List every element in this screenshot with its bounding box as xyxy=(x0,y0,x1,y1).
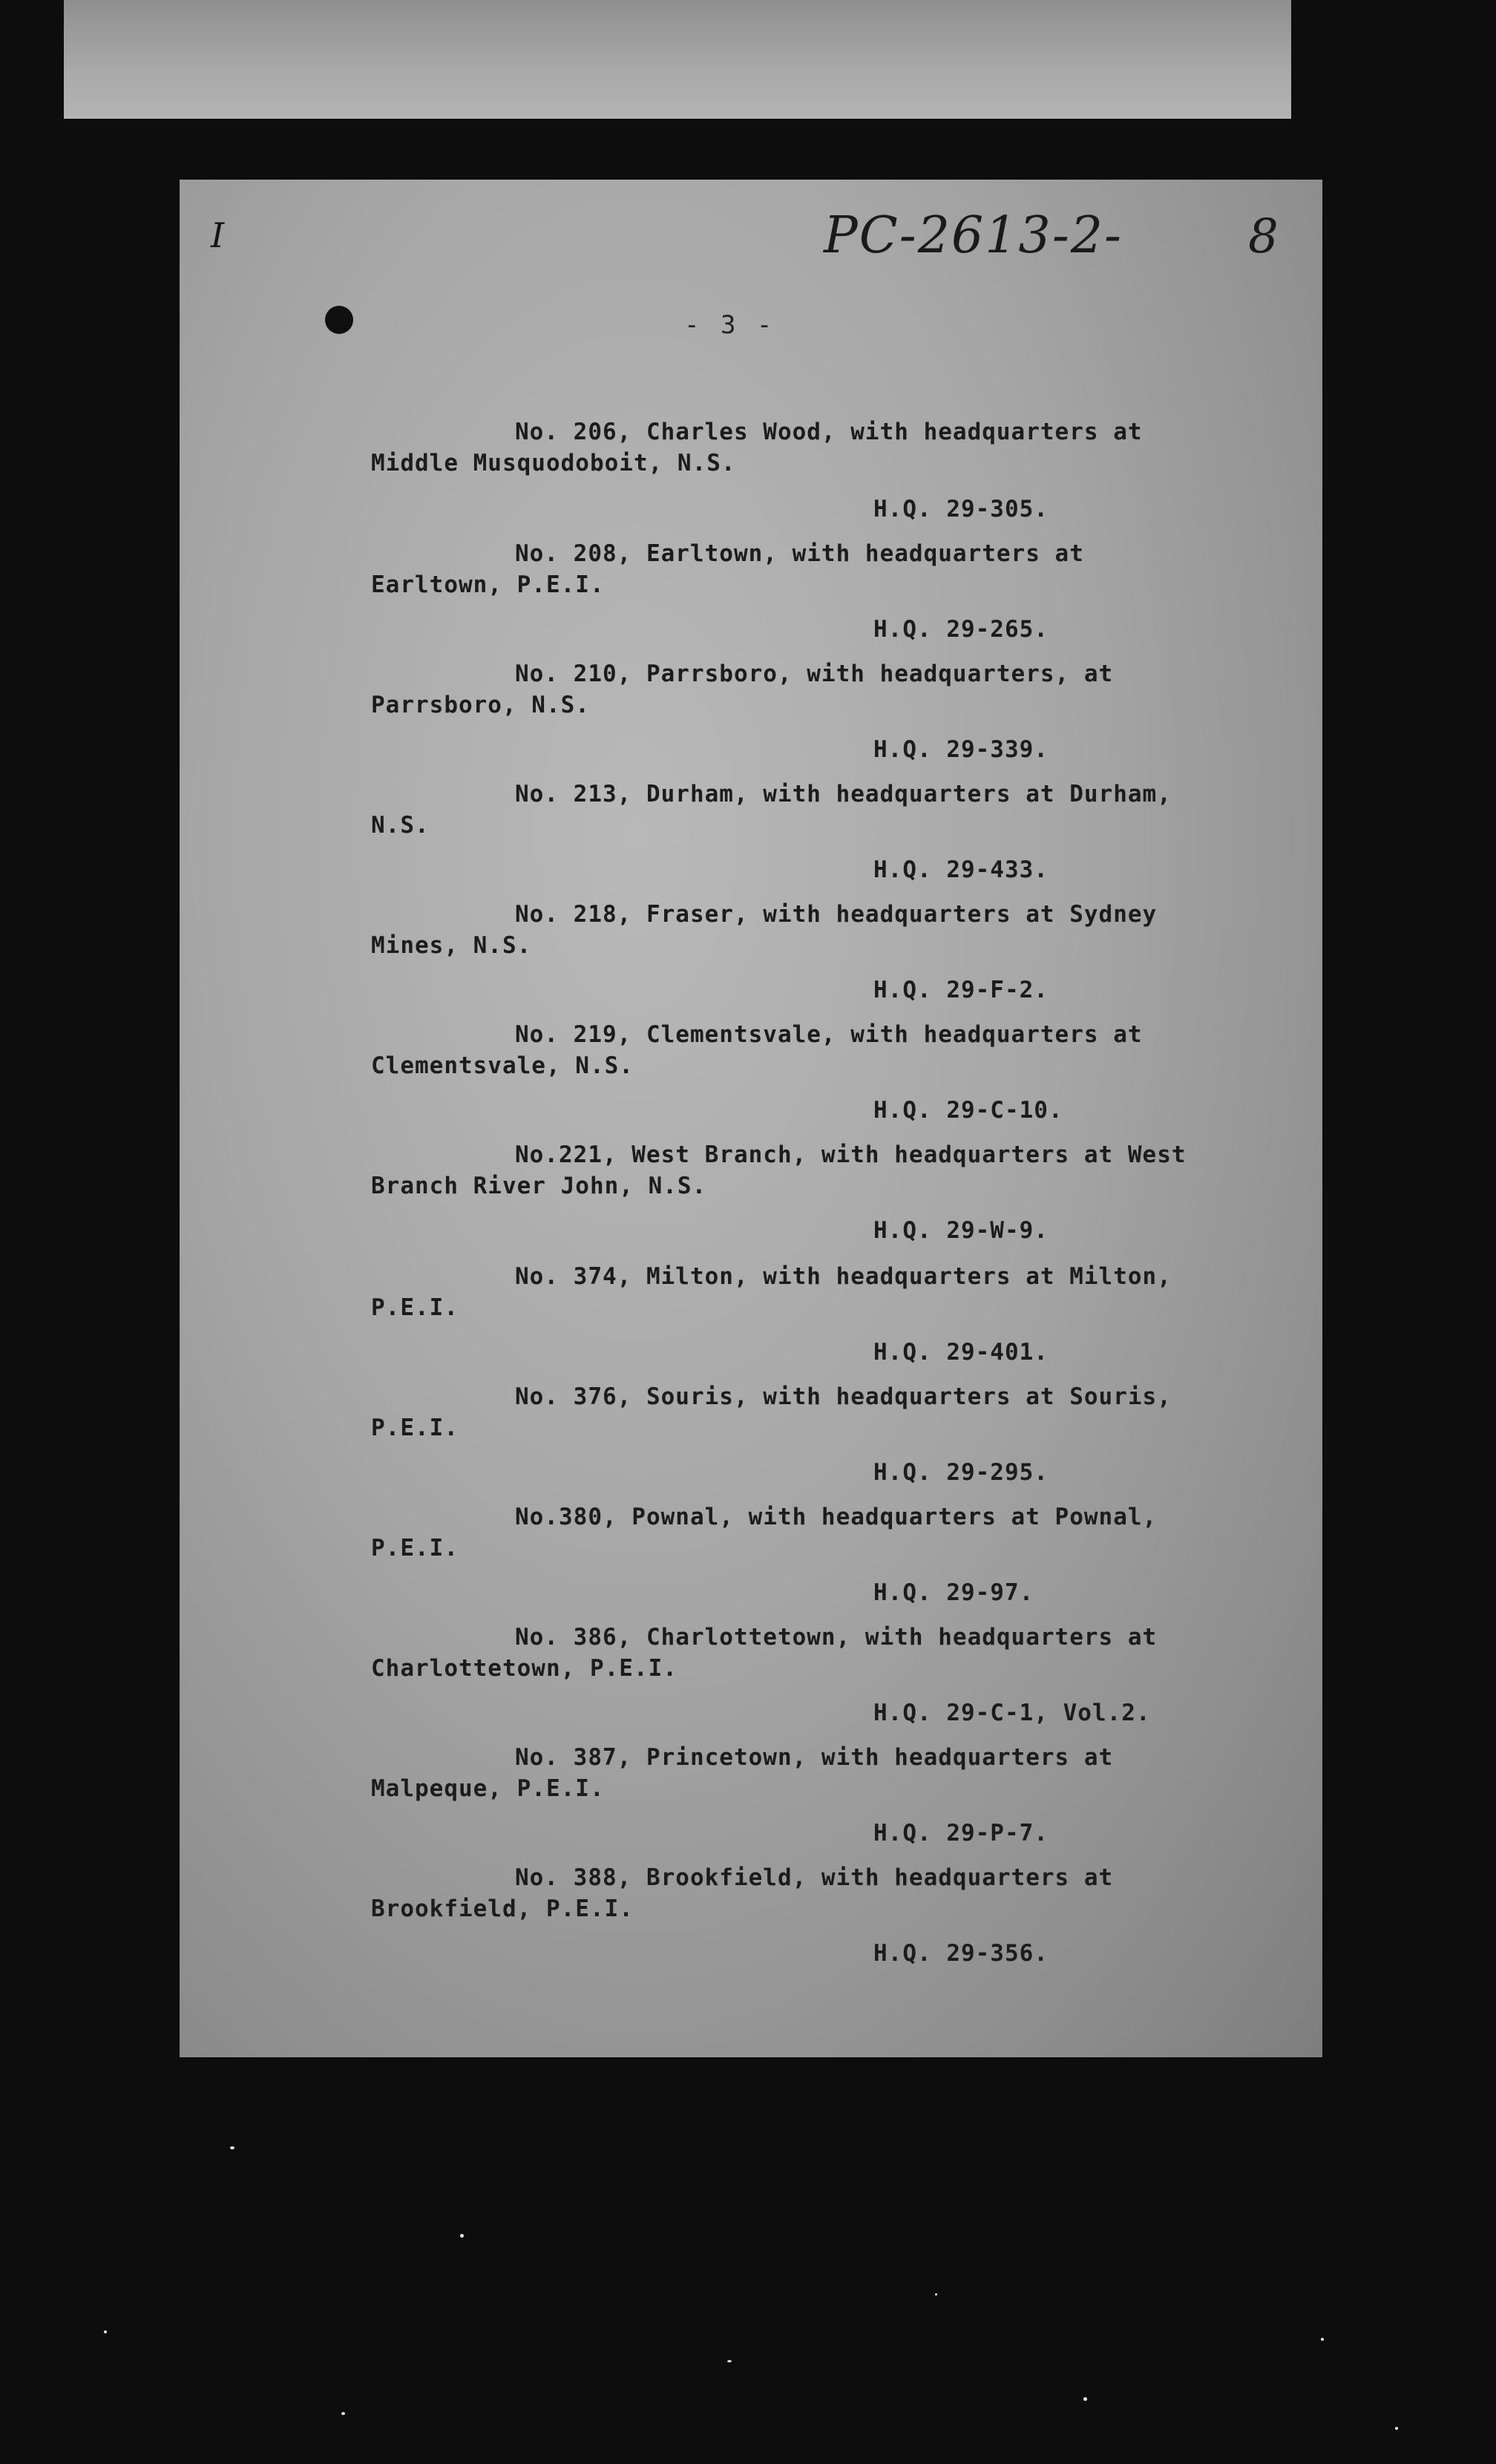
entry-10-reference: H.Q. 29-97. xyxy=(873,1579,1034,1606)
entry-4-reference: H.Q. 29-433. xyxy=(873,856,1049,883)
entry-11-line-1: No. 386, Charlottetown, with headquarters at xyxy=(515,1624,1158,1651)
entry-4-line-2: N.S. xyxy=(371,812,430,839)
entry-7-reference: H.Q. 29-W-9. xyxy=(873,1217,1049,1244)
entry-10-line-2: P.E.I. xyxy=(371,1535,459,1562)
entry-12-line-1: No. 387, Princetown, with headquarters at xyxy=(515,1744,1114,1771)
entry-5-line-1: No. 218, Fraser, with headquarters at Sydney xyxy=(515,901,1158,928)
entry-11-reference: H.Q. 29-C-1, Vol.2. xyxy=(873,1700,1151,1726)
folio-number: 8 xyxy=(1248,209,1279,264)
edge-mark: I xyxy=(211,215,225,255)
entry-13-reference: H.Q. 29-356. xyxy=(873,1940,1049,1967)
entry-4-line-1: No. 213, Durham, with headquarters at Durham, xyxy=(515,781,1172,807)
film-speck xyxy=(230,2146,234,2149)
entry-2-line-1: No. 208, Earltown, with headquarters at xyxy=(515,540,1084,567)
film-speck xyxy=(935,2293,937,2296)
document-page xyxy=(180,180,1322,2057)
entry-5-reference: H.Q. 29-F-2. xyxy=(873,977,1049,1003)
film-speck xyxy=(341,2412,345,2415)
film-speck xyxy=(104,2330,107,2333)
entry-2-line-2: Earltown, P.E.I. xyxy=(371,571,605,598)
entry-1-reference: H.Q. 29-305. xyxy=(873,496,1049,522)
reference-stamp: PC-2613-2- xyxy=(824,206,1123,265)
entry-6-reference: H.Q. 29-C-10. xyxy=(873,1097,1063,1124)
entry-6-line-2: Clementsvale, N.S. xyxy=(371,1052,634,1079)
entry-13-line-1: No. 388, Brookfield, with headquarters at xyxy=(515,1864,1114,1891)
punch-hole xyxy=(325,306,353,334)
entry-12-line-2: Malpeque, P.E.I. xyxy=(371,1775,605,1802)
entry-7-line-2: Branch River John, N.S. xyxy=(371,1173,707,1199)
entry-9-line-2: P.E.I. xyxy=(371,1415,459,1441)
film-speck xyxy=(727,2360,732,2362)
entry-9-reference: H.Q. 29-295. xyxy=(873,1459,1049,1486)
entry-6-line-1: No. 219, Clementsvale, with headquarters at xyxy=(515,1021,1143,1048)
film-speck xyxy=(460,2234,464,2238)
entry-10-line-1: No.380, Pownal, with headquarters at Pownal, xyxy=(515,1504,1158,1530)
entry-1-line-2: Middle Musquodoboit, N.S. xyxy=(371,450,736,476)
entry-8-reference: H.Q. 29-401. xyxy=(873,1339,1049,1366)
film-speck xyxy=(1083,2397,1087,2401)
entry-1-line-1: No. 206, Charles Wood, with headquarters at xyxy=(515,419,1143,445)
entry-7-line-1: No.221, West Branch, with headquarters at West xyxy=(515,1141,1187,1168)
entry-5-line-2: Mines, N.S. xyxy=(371,932,532,959)
film-speck xyxy=(1395,2427,1398,2430)
entry-12-reference: H.Q. 29-P-7. xyxy=(873,1820,1049,1847)
previous-page-edge xyxy=(64,0,1291,119)
entry-11-line-2: Charlottetown, P.E.I. xyxy=(371,1655,678,1682)
entry-9-line-1: No. 376, Souris, with headquarters at Souris, xyxy=(515,1383,1172,1410)
entry-8-line-1: No. 374, Milton, with headquarters at Milton, xyxy=(515,1263,1172,1290)
entry-13-line-2: Brookfield, P.E.I. xyxy=(371,1895,634,1922)
entry-3-reference: H.Q. 29-339. xyxy=(873,736,1049,763)
entry-2-reference: H.Q. 29-265. xyxy=(873,616,1049,643)
entry-8-line-2: P.E.I. xyxy=(371,1294,459,1321)
film-speck xyxy=(1321,2338,1324,2341)
entry-3-line-1: No. 210, Parrsboro, with headquarters, at xyxy=(515,661,1114,687)
entry-3-line-2: Parrsboro, N.S. xyxy=(371,692,590,718)
page-number: - 3 - xyxy=(684,310,775,340)
